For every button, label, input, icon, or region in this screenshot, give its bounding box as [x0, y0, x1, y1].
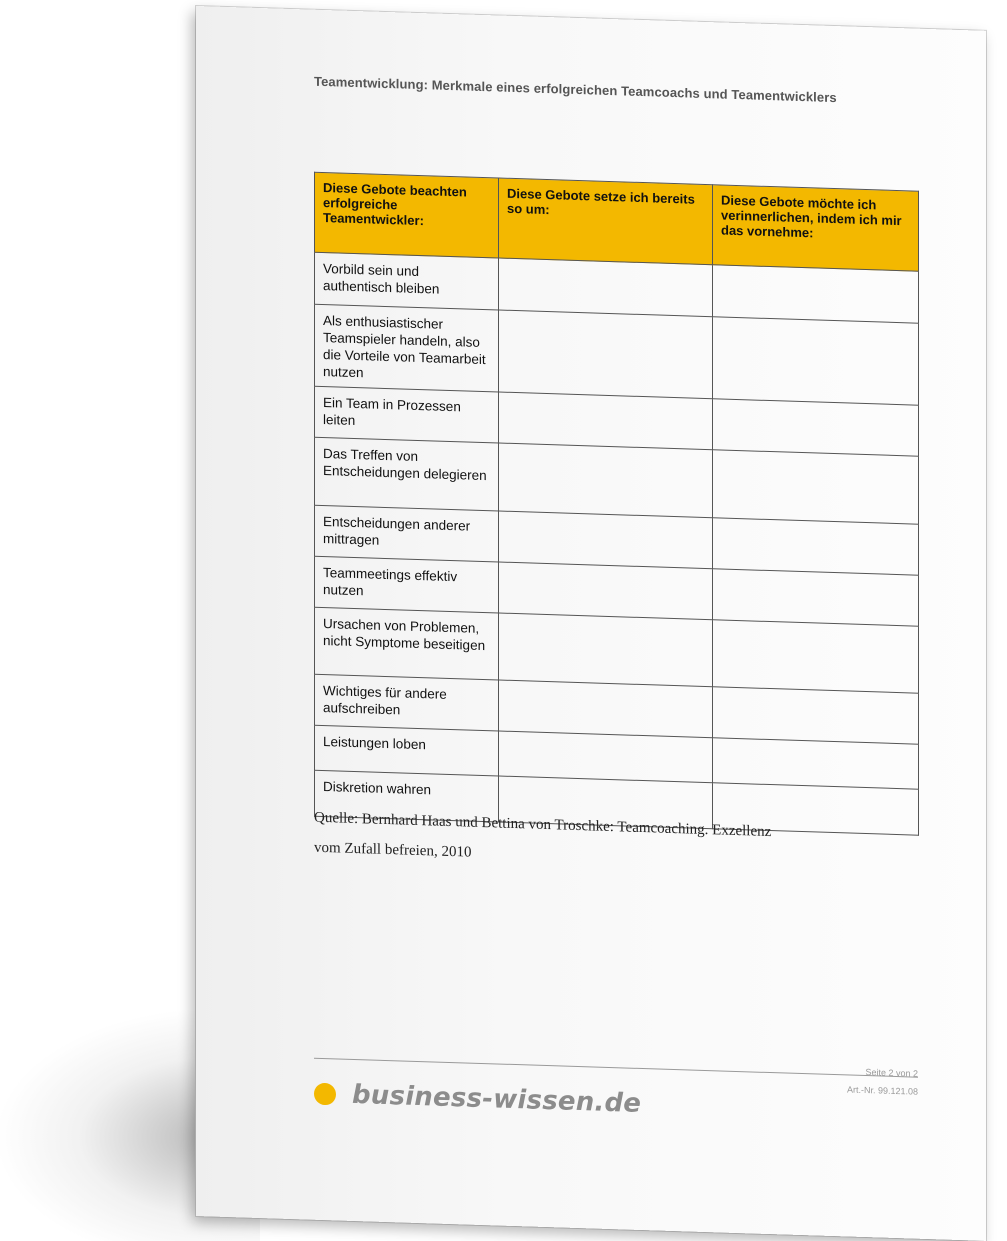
- row-cell-done[interactable]: [499, 258, 713, 317]
- row-cell-intend[interactable]: [713, 518, 919, 575]
- source-citation-line-1: Quelle: Bernhard Haas und Bettina von Troschke: Teamcoaching. Exzellenz: [314, 809, 772, 841]
- row-guideline: Ursachen von Problemen, nicht Symptome beseitigen: [315, 607, 499, 680]
- column-header-already-done: Diese Gebote setze ich bereits so um:: [499, 178, 713, 265]
- row-guideline: Das Treffen von Entscheidungen delegieren: [315, 437, 499, 511]
- source-citation-line-2: vom Zufall befreien, 2010: [314, 839, 472, 861]
- column-header-intend: Diese Gebote möchte ich verinnerlichen, indem ich mir das vornehme:: [713, 185, 919, 271]
- row-guideline: Teammeetings effektiv nutzen: [315, 556, 499, 613]
- row-cell-done[interactable]: [499, 511, 713, 569]
- row-cell-done[interactable]: [499, 680, 713, 738]
- row-guideline: Vorbild sein und authentisch bleiben: [315, 252, 499, 310]
- row-cell-done[interactable]: [499, 310, 713, 399]
- row-guideline: Diskretion wahren: [315, 770, 499, 822]
- guidelines-table: [314, 172, 919, 836]
- row-cell-intend[interactable]: [713, 265, 919, 323]
- row-guideline: Wichtiges für andere aufschreiben: [315, 674, 499, 731]
- row-cell-done[interactable]: [499, 392, 713, 450]
- row-cell-done[interactable]: [499, 613, 713, 687]
- row-guideline: Als enthusiastischer Teamspieler handeln, also die Vorteile von Teamarbeit nutzen: [315, 304, 499, 392]
- column-header-guidelines: Diese Gebote beachten erfolgreiche Teamentwickler:: [315, 172, 499, 258]
- page-header-title: Teamentwicklung: Merkmale eines erfolgreichen Teamcoachs und Teamentwicklers: [314, 73, 837, 106]
- row-cell-intend[interactable]: [713, 687, 919, 744]
- brand-name: business-wissen.de: [352, 1079, 642, 1119]
- row-guideline: Ein Team in Prozessen leiten: [315, 386, 499, 443]
- row-cell-done[interactable]: [499, 443, 713, 518]
- row-cell-done[interactable]: [499, 562, 713, 620]
- row-cell-intend[interactable]: [713, 569, 919, 626]
- row-cell-intend[interactable]: [713, 317, 919, 405]
- row-cell-intend[interactable]: [713, 738, 919, 789]
- brand-logo: [314, 1074, 641, 1124]
- row-cell-intend[interactable]: [713, 450, 919, 524]
- row-cell-done[interactable]: [499, 731, 713, 783]
- row-guideline: Leistungen loben: [315, 725, 499, 776]
- row-guideline: Entscheidungen anderer mittragen: [315, 505, 499, 562]
- document-page: [196, 6, 986, 1241]
- brand-dot-icon: [314, 1083, 336, 1106]
- row-cell-intend[interactable]: [713, 620, 919, 693]
- page-number: Seite 2 von 2: [865, 1067, 918, 1079]
- row-cell-intend[interactable]: [713, 399, 919, 456]
- article-number: Art.-Nr. 99.121.08: [846, 1084, 918, 1097]
